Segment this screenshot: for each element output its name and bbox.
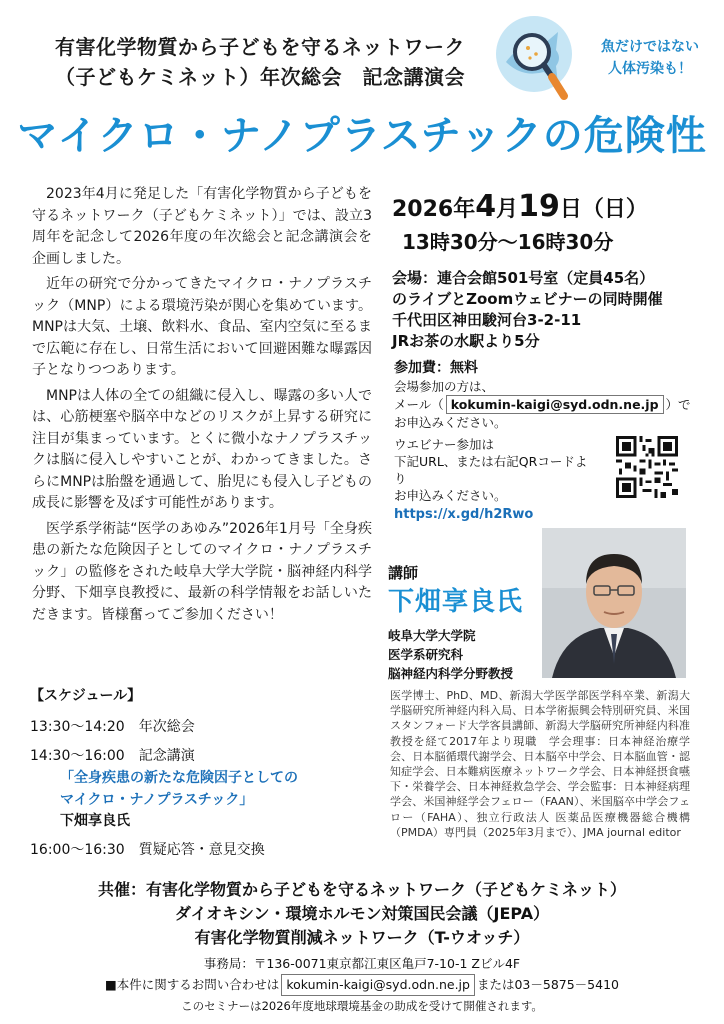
registration-email-link[interactable]: kokumin-kaigi@syd.odn.ne.jp xyxy=(446,395,664,414)
event-month-unit: 月 xyxy=(496,197,519,222)
webinar-line-3: お申込みください。 xyxy=(394,488,507,503)
venue-line-2: のライブとZoomウェビナーの同時開催 xyxy=(392,290,663,308)
venue-info xyxy=(392,268,712,352)
schedule xyxy=(30,686,380,869)
event-time: 13時30分～16時30分 xyxy=(402,230,614,254)
contact-prefix: ■本件に関するお問い合わせは xyxy=(105,977,280,992)
intro-paragraph-3: MNPは人体の全ての組織に侵入し、曝露の多い人では、心筋梗塞や脳卒中などのリスクが上昇する研究に注目が集まっています。とくに微小なナノプラスチックは脳に侵入しやすいことが、わかってきました。さらにMNPは胎盤を通過して、胎児にも侵入し子どもの成長に影響を及ぼす可能性があります。 xyxy=(32,387,372,511)
fee-mail-suffix: ）で xyxy=(665,397,691,412)
fee-line-1: 会場参加の方は、 xyxy=(394,379,495,394)
event-day: 19 xyxy=(518,189,560,224)
co-host-2: ダイオキシン・環境ホルモン対策国民会議（JEPA） xyxy=(174,904,550,923)
intro-paragraph-2: 近年の研究で分かってきたマイクロ・ナノプラスチック（MNP）による環境汚染が関心を集めています。MNPは大気、土壌、飲料水、食品、室内空気に至るまで広範に存在し、日常生活において回避困難な曝露因子となりつつあります。 xyxy=(32,276,372,378)
speaker-name: 下畑享良氏 xyxy=(388,587,524,617)
organizer-line-2: （子どもケミネット）年次総会 記念講演会 xyxy=(55,65,465,89)
schedule-item-3: 16:00～16:30 質疑応答・意見交換 xyxy=(30,842,265,858)
event-weekday: （日） xyxy=(581,197,648,222)
schedule-title: 【スケジュール】 xyxy=(30,688,142,704)
contact-suffix: または03－5875－5410 xyxy=(476,977,619,992)
speaker-label: 講師 xyxy=(388,564,419,582)
fee-title: 参加費：無料 xyxy=(394,360,478,376)
funding-note: このセミナーは2026年度地球環境基金の助成を受けて開催されます。 xyxy=(181,999,543,1013)
tagline-line-2: 人体汚染も！ xyxy=(608,61,692,77)
co-host-3: 有害化学物質削減ネットワーク（T-ウオッチ） xyxy=(194,928,530,947)
organizer-header xyxy=(40,32,480,92)
tagline-line-1: 魚だけではない xyxy=(601,39,699,55)
intro-paragraph-1: 2023年4月に発足した「有害化学物質から子どもを守るネットワーク（子どもケミネット）」では、設立3周年を記念して2026年度の年次総会と記念講演会を企画しました。 xyxy=(32,186,372,267)
event-day-unit: 日 xyxy=(559,197,582,222)
fee-mail-prefix: メール（ xyxy=(394,397,444,412)
schedule-item-1: 13:30～14:20 年次総会 xyxy=(30,719,195,735)
webinar-line-2: 下記URL、または右記QRコードより xyxy=(394,454,588,486)
talk-title-line-1: 「全身疾患の新たな危険因子としての xyxy=(60,770,298,786)
webinar-url-link[interactable]: https://x.gd/h2Rwo xyxy=(394,507,534,522)
hero-tagline xyxy=(585,36,715,80)
venue-line-3: 千代田区神田駿河台3-2-11 xyxy=(392,311,582,329)
co-host-1: 共催：有害化学物質から子どもを守るネットワーク（子どもケミネット） xyxy=(97,880,626,899)
magnifier-fish-icon xyxy=(492,14,578,106)
speaker-affiliation-3: 脳神経内科学分野教授 xyxy=(388,666,514,681)
speaker-info xyxy=(388,562,548,683)
venue-line-1: 会場：連合会館501号室（定員45名） xyxy=(392,269,655,287)
intro-text xyxy=(32,184,372,630)
footer xyxy=(0,878,724,1016)
speaker-affiliation-2: 医学系研究科 xyxy=(388,647,464,662)
qr-code[interactable] xyxy=(616,436,678,498)
talk-title-line-2: マイクロ・ナノプラスチック」 xyxy=(60,792,254,808)
secretariat-address: 事務局：〒136-0071東京都江東区亀戸7-10-1 Zビル4F xyxy=(203,956,521,971)
fee-line-2 xyxy=(394,395,714,414)
event-datetime xyxy=(392,190,712,257)
speaker-bio: 医学博士、PhD、MD、新潟大学医学部医学科卒業、新潟大学脳研究所神経内科入局、日本学術振興会特別研究員、米国スタンフォード大学客員講師、新潟大学脳研究所神経内科准教授を経て2017年より現職 学会理事：日本神経治療学会、日本脳循環代謝学会、日本脳卒中学会、日本脳血管・認知症学会、日本難病医療ネットワーク学会、日本神経摂食嚥下・栄養学会、日本神経救急学会、学会監事：日本神経病理学会、米国神経学会フェロー（FAAN）、米国脳卒中学会フェロー（FAHA）、独立行政法人 医薬品医療機器総合機構（PMDA）専門員（2025年3月まで）、JMA journal editor xyxy=(390,689,690,839)
talk-speaker: 下畑享良氏 xyxy=(60,813,130,829)
schedule-item-2: 14:30～16:00 記念講演 xyxy=(30,748,195,764)
page-title: マイクロ・ナノプラスチックの危険性 xyxy=(17,113,707,159)
speaker-photo xyxy=(542,528,686,678)
fee-line-3: お申込みください。 xyxy=(394,415,507,430)
event-month: 4 xyxy=(475,189,497,224)
webinar-line-1: ウエビナー参加は xyxy=(394,437,495,452)
contact-email-link[interactable]: kokumin-kaigi@syd.odn.ne.jp xyxy=(281,974,475,996)
organizer-line-1: 有害化学物質から子どもを守るネットワーク xyxy=(55,35,465,59)
webinar-info xyxy=(394,436,594,523)
event-date xyxy=(392,190,712,227)
venue-line-4: JRお茶の水駅より5分 xyxy=(392,332,540,350)
event-year: 2026年 xyxy=(392,197,476,222)
contact-info xyxy=(0,974,724,996)
speaker-affiliation-1: 岐阜大学大学院 xyxy=(388,628,476,643)
intro-paragraph-4: 医学系学術誌“医学のあゆみ”2026年1月号「全身疾患の新たな危険因子としてのマイクロ・ナノプラスチック」の監修をされた岐阜大学大学院・脳神経内科学分野、下畑享良教授に、最新の科学情報をお話しいただきます。皆様奮ってご参加ください！ xyxy=(32,520,372,623)
fee-info xyxy=(394,358,714,431)
